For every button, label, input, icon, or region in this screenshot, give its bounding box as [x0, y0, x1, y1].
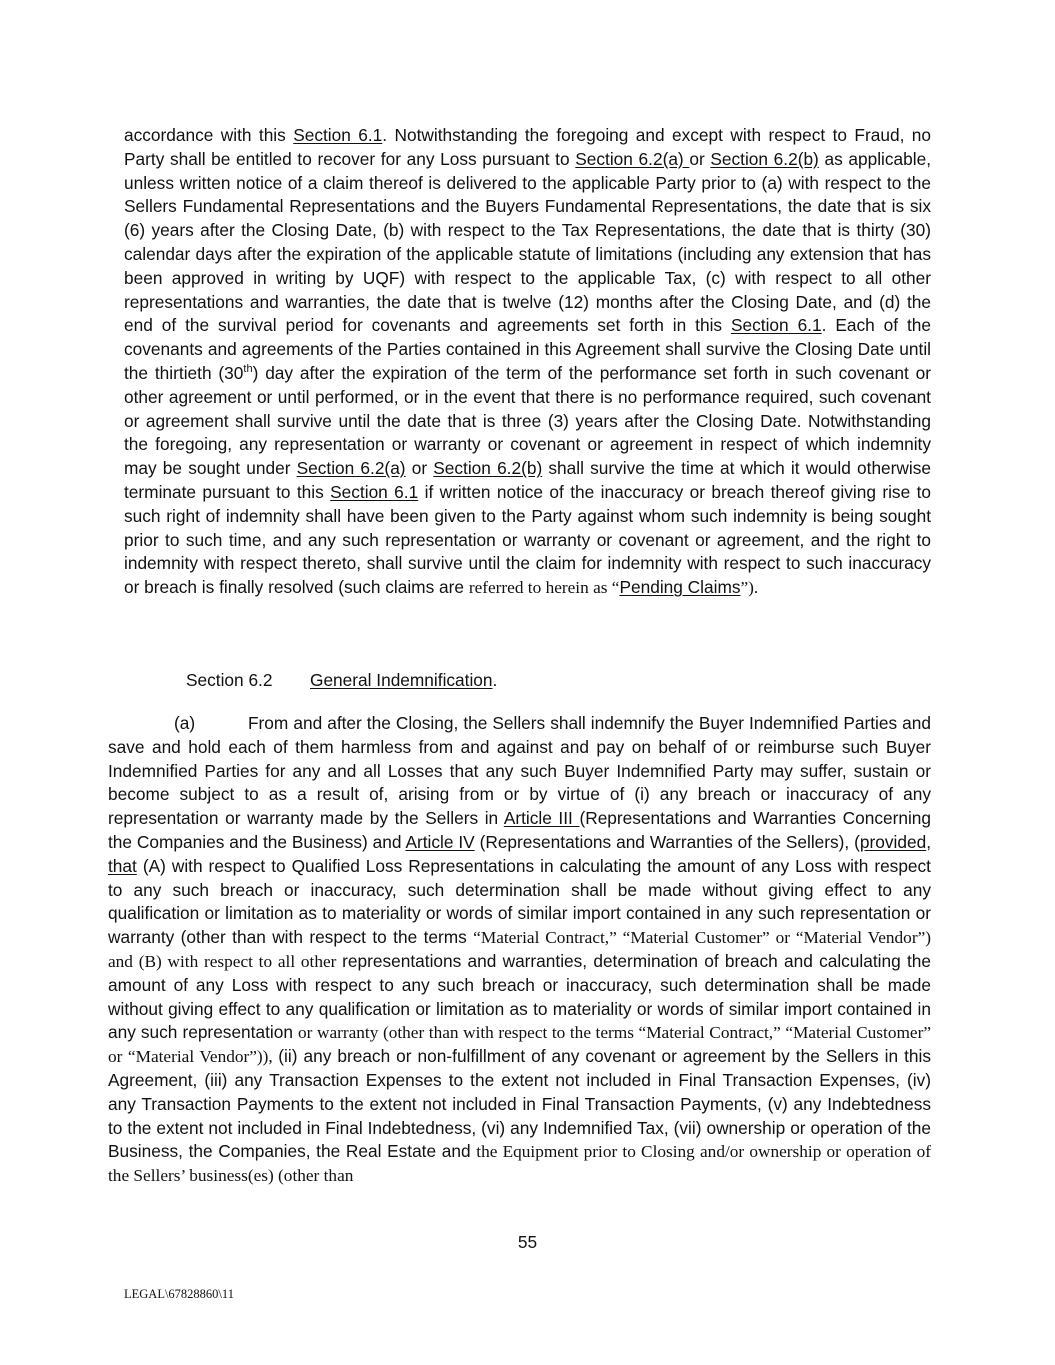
defined-term: Pending Claims	[619, 577, 741, 598]
text-run: (Representations and Warranties Concerning the Companies and the Business) and	[108, 808, 931, 852]
page-number: 55	[517, 1232, 538, 1252]
text-run: (A) with respect to Qualified Loss Representations in calculating the amount of any Loss with respect to any such breach or inaccuracy, such determination shall be made without giving effect to any qualification or limitation as to materiality or words of similar import contained in any such representation or warranty (other than with respect to the terms	[108, 855, 931, 948]
text-run: if written notice of the inaccuracy or breach thereof giving rise to such right of indemnity shall have been given to the Party against whom such indemnity is being sought prior to such time, and any such representation or warranty or covenant or agreement, and the right to indemnity with respect thereto, shall survive until the claim for indemnity with respect to such inaccuracy or breach is finally resolved (such claims are	[124, 481, 931, 598]
indemnification-paragraph	[108, 712, 931, 1188]
text-run: (Representations and Warranties of the Sellers), (	[474, 831, 860, 852]
section-reference: Section 6.2(b)	[433, 458, 543, 479]
section-title: General Indemnification	[310, 670, 493, 690]
text-run: or	[689, 148, 711, 169]
superscript: th	[243, 363, 253, 376]
text-run: .	[492, 670, 498, 690]
text-run: From and after the Closing, the Sellers shall indemnify the Buyer Indemnified Parties and save and hold each of them harmless from and against and pay on behalf of or reimburse such Buyer Indemnified Parties for any and all Losses that any such Buyer Indemnified Party may suffer, sustain or become subject to as a result of, arising from or by virtue of (i) any breach or inaccuracy of any representation or warranty made by the Sellers in	[108, 713, 931, 829]
emphasis-term: that	[108, 855, 137, 876]
text-run: referred to herein as “	[468, 578, 620, 598]
survival-paragraph	[124, 124, 931, 600]
text-run: or warranty (other than with respect to the terms “Material Contract,” “Material Customer” or “Material Vendor”)),	[108, 1023, 931, 1067]
section-heading	[186, 668, 497, 692]
article-reference: Article III	[503, 808, 580, 829]
text-run: (ii) any breach or non-fulfillment of any covenant or agreement by the Sellers in this Agreement, (iii) any Transaction Expenses to the extent not included in Final Transaction Expenses, (iv) any Transaction Payments to the extent not included in Final Transaction Payments, (v) any Indebtedness to the extent not included in Final Indebtedness, (vi) any Indemnified Tax, (vii) ownership or operation of the Business, the Companies, the Real Estate and	[108, 1046, 931, 1162]
text-run: “Material Contract,” “Material Customer” or “Material Vendor”) and (B) with respect to all other	[108, 928, 931, 971]
emphasis-term: provided	[859, 831, 927, 852]
text-run: ,	[926, 831, 931, 852]
text-run: shall survive the time at which it would otherwise terminate pursuant to this	[124, 458, 931, 502]
text-run: . Each of the covenants and agreements of the Parties contained in this Agreement shall survive the Closing Date until the thirtieth (30	[124, 315, 932, 383]
text-run: . Notwithstanding the foregoing and except with respect to Fraud, no Party shall be entitled to recover for any Loss pursuant to	[124, 125, 932, 169]
section-reference: Section 6.2(a)	[296, 458, 406, 479]
clause-marker: (a)	[174, 713, 196, 733]
section-reference: Section 6.2(a)	[575, 148, 690, 169]
text-run: ) day after the expiration of the term of the performance set forth in such covenant or other agreement or until performed, or in the event that there is no performance required, such covenant or agreement shall survive until the date that is three (3) years after the Closing Date. Notwithstanding the foregoing, any representation or warranty or covenant or agreement in respect of which indemnity may be sought under	[124, 362, 931, 479]
section-reference: Section 6.1	[731, 315, 822, 336]
text-run: ”).	[740, 578, 759, 598]
section-reference: Section 6.2(b)	[710, 148, 819, 169]
text-run: or	[405, 458, 434, 479]
text-run: representations and warranties, determination of breach and calculating the amount of any Loss with respect to any such breach or inaccuracy, such determination shall be made without giving effect to any qualification or limitation as to materiality or words of similar import contained in any such representation	[108, 950, 931, 1043]
section-reference: Section 6.1	[293, 125, 383, 145]
article-reference: Article IV	[405, 831, 475, 852]
text-run: as applicable, unless written notice of a claim thereof is delivered to the applicable Party prior to (a) with respect to the Sellers Fundamental Representations and the Buyers Fundamental Representations, the date that is six (6) years after the Closing Date, (b) with respect to the Tax Representations, the date that is thirty (30) calendar days after the expiration of the applicable statute of limitations (including any extension that has been approved in writing by UQF) with respect to the applicable Tax, (c) with respect to all other representations and warranties, the date that is twelve (12) months after the Closing Date, and (d) the end of the survival period for covenants and agreements set forth in this	[124, 148, 932, 336]
text-run: accordance with this	[124, 125, 294, 145]
text-run: the Equipment prior to Closing and/or ownership or operation of the Sellers’ business(es) (other than	[108, 1142, 931, 1186]
section-reference: Section 6.1	[330, 481, 419, 502]
document-footer-id: LEGAL\67828860\11	[124, 1287, 234, 1301]
section-number: Section 6.2	[186, 670, 273, 690]
